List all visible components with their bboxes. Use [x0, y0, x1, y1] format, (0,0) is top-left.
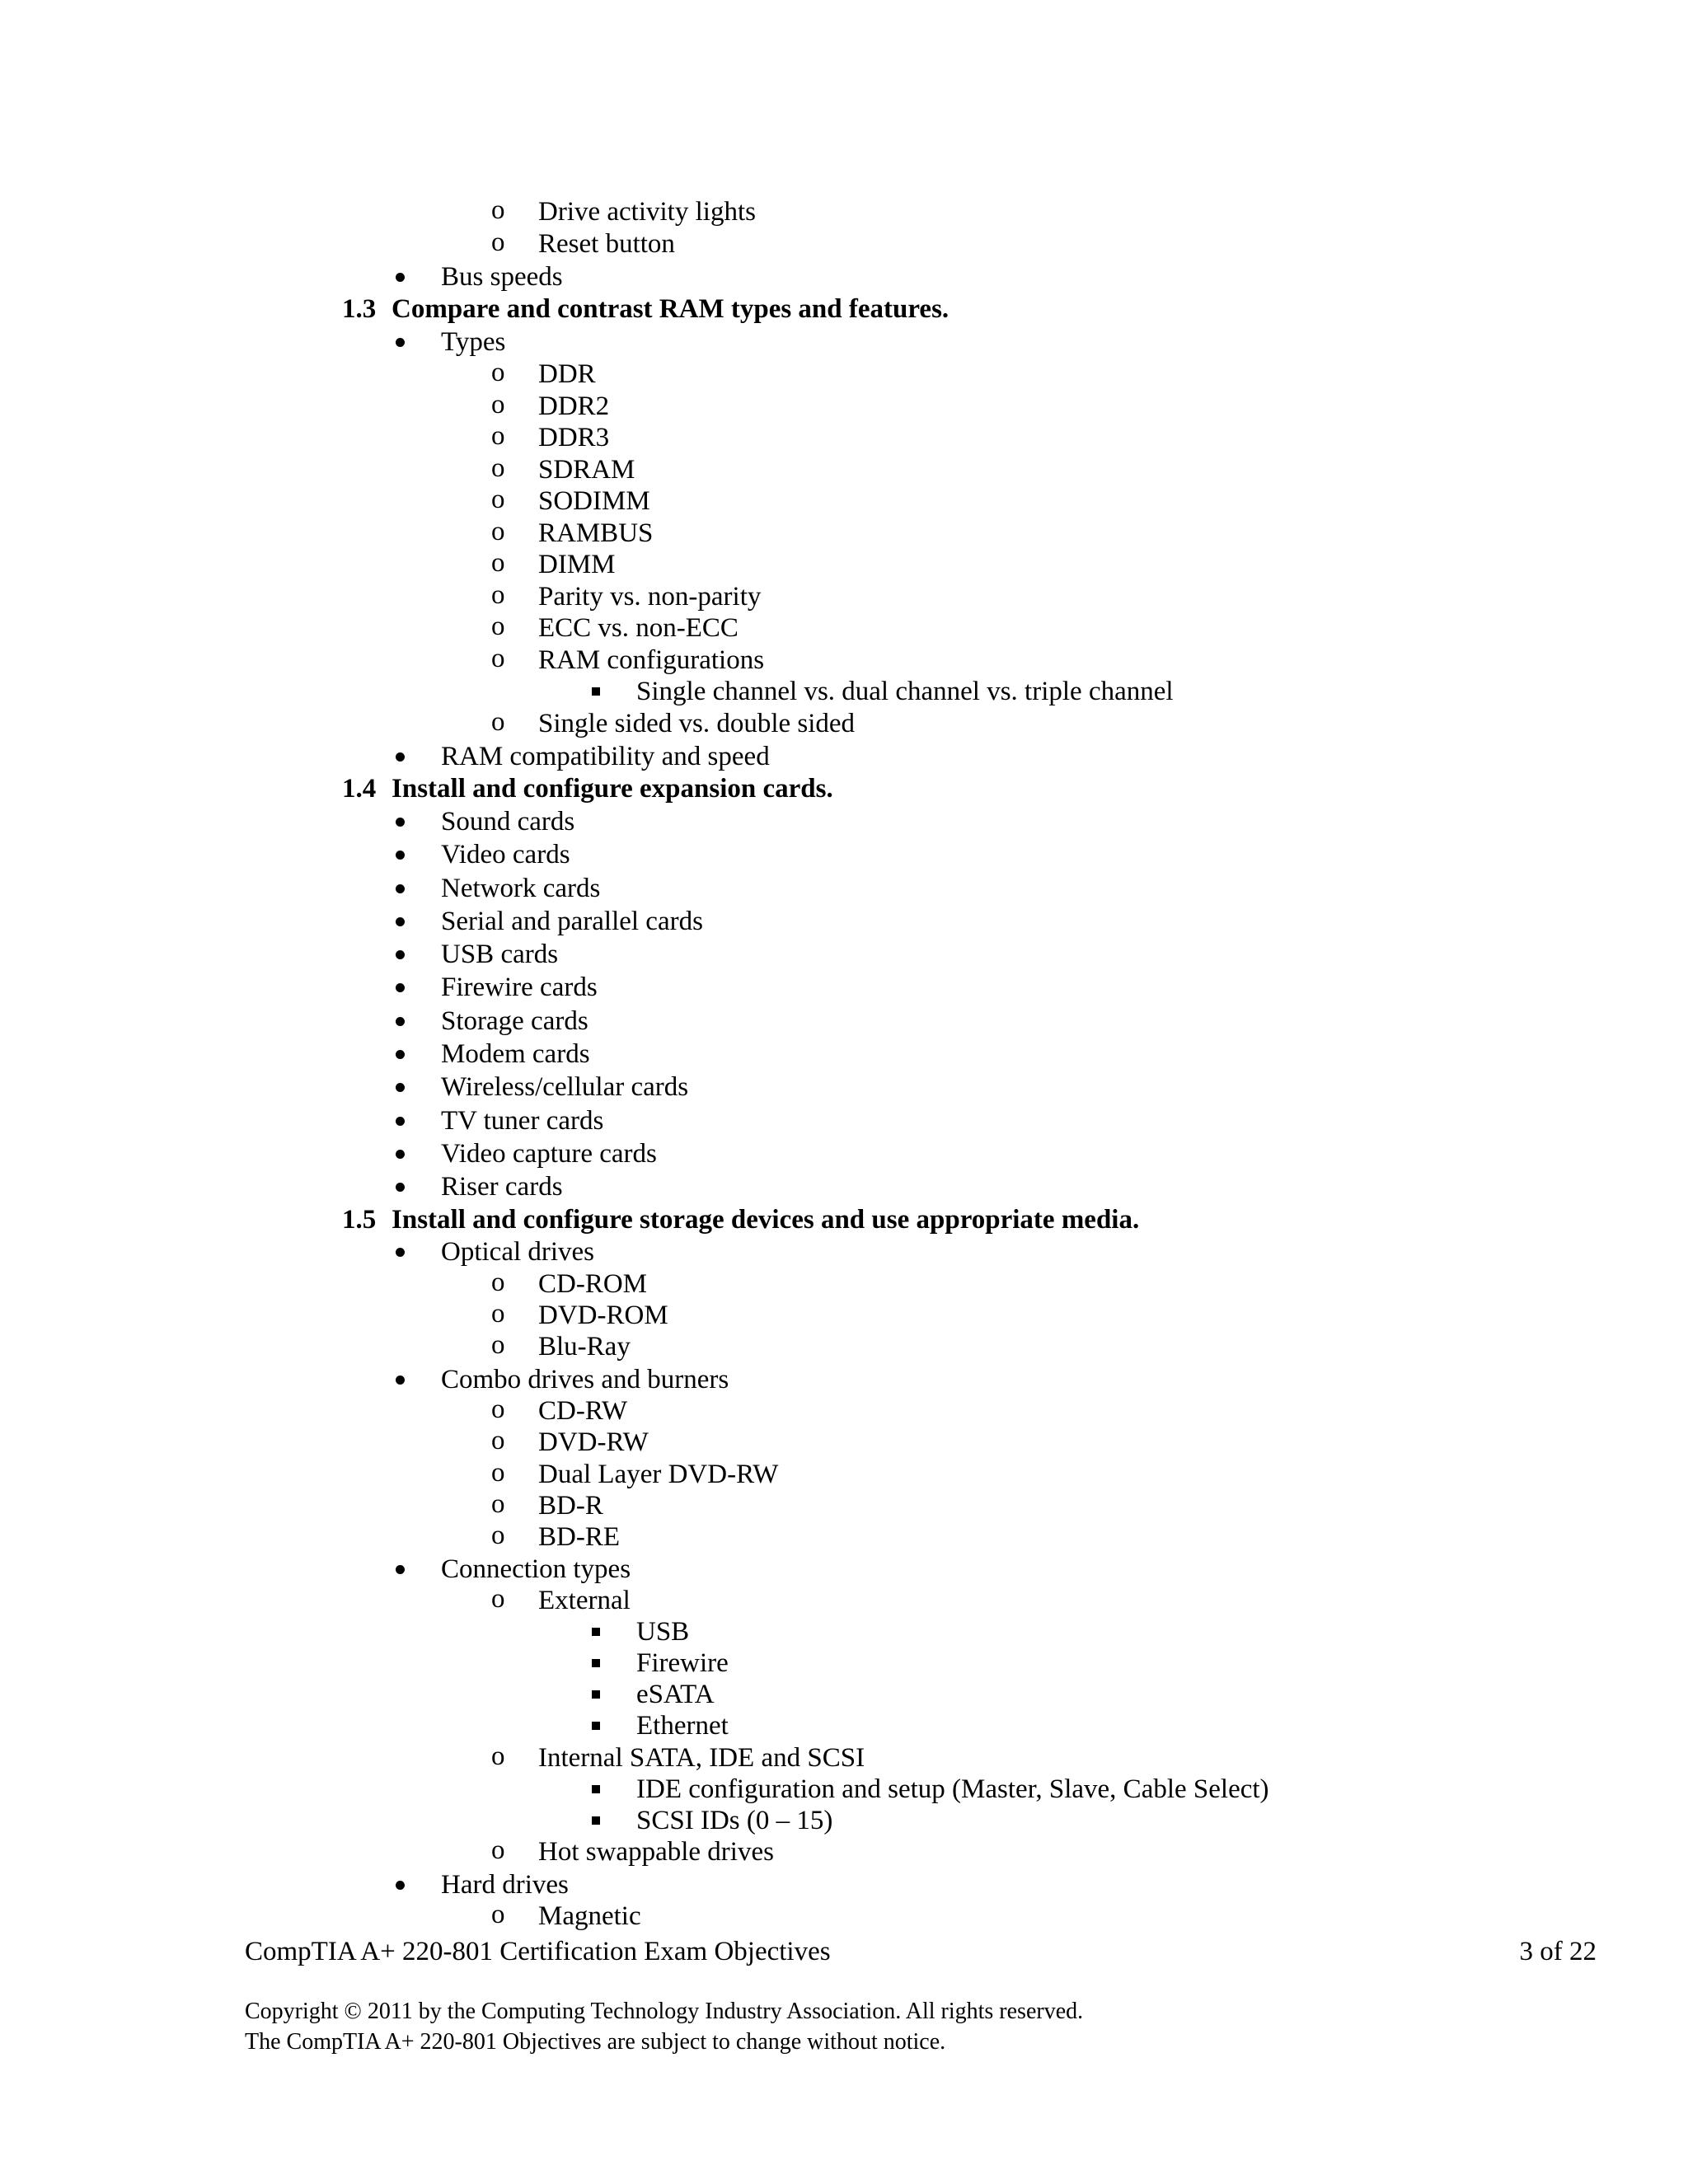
- circle-bullet-icon: o: [491, 1394, 505, 1424]
- copyright-line: Copyright © 2011 by the Computing Technology Industry Association. All rights reserved.: [245, 1999, 1084, 2024]
- list-item-text: RAM compatibility and speed: [441, 742, 770, 771]
- list-item-text: Video capture cards: [441, 1139, 657, 1169]
- bullet-icon: [396, 1881, 405, 1890]
- list-item-text: Connection types: [441, 1554, 631, 1584]
- bullet-icon: [396, 1083, 405, 1092]
- circle-bullet-icon: o: [491, 390, 505, 419]
- circle-bullet-icon: o: [491, 453, 505, 483]
- list-item-text: Modem cards: [441, 1039, 590, 1069]
- square-bullet-icon: [592, 1722, 600, 1730]
- list-item-text: Storage cards: [441, 1006, 588, 1036]
- bullet-icon: [396, 1248, 405, 1257]
- list-item-text: Video cards: [441, 840, 570, 869]
- list-item-text: DDR2: [538, 391, 610, 421]
- list-item-text: Types: [441, 327, 506, 357]
- bullet-icon: [396, 273, 405, 282]
- section-title: Install and configure expansion cards.: [392, 774, 833, 804]
- section-number: 1.5: [342, 1205, 377, 1235]
- list-item-text: DIMM: [538, 550, 616, 579]
- bullet-icon: [396, 338, 405, 347]
- list-item-text: SCSI IDs (0 – 15): [636, 1806, 833, 1835]
- bullet-icon: [396, 917, 405, 926]
- list-item-text: IDE configuration and setup (Master, Slave, Cable Select): [636, 1774, 1269, 1804]
- change-notice-line: The CompTIA A+ 220-801 Objectives are subject to change without notice.: [245, 2029, 946, 2055]
- list-item-text: Magnetic: [538, 1901, 641, 1931]
- circle-bullet-icon: o: [491, 421, 505, 451]
- list-item-text: Blu-Ray: [538, 1332, 631, 1361]
- section-number: 1.4: [342, 774, 377, 804]
- circle-bullet-icon: o: [491, 1900, 505, 1929]
- list-item-text: DDR3: [538, 423, 610, 452]
- list-item-text: SODIMM: [538, 486, 650, 516]
- list-item-text: Firewire: [636, 1648, 729, 1678]
- circle-bullet-icon: o: [491, 485, 505, 514]
- bullet-icon: [396, 1117, 405, 1126]
- list-item-text: Ethernet: [636, 1711, 729, 1741]
- section-title: Compare and contrast RAM types and features.: [392, 294, 950, 324]
- bullet-icon: [396, 1017, 405, 1026]
- square-bullet-icon: [592, 1690, 600, 1699]
- list-item-text: Optical drives: [441, 1237, 595, 1267]
- list-item-text: DVD-RW: [538, 1427, 649, 1457]
- list-item-text: CD-ROM: [538, 1269, 648, 1299]
- bullet-icon: [396, 1565, 405, 1574]
- list-item-text: Internal SATA, IDE and SCSI: [538, 1743, 865, 1773]
- bullet-icon: [396, 950, 405, 959]
- list-item-text: USB: [636, 1617, 690, 1647]
- list-item-text: SDRAM: [538, 455, 635, 485]
- list-item-text: Serial and parallel cards: [441, 907, 703, 936]
- circle-bullet-icon: o: [491, 580, 505, 610]
- circle-bullet-icon: o: [491, 1458, 505, 1488]
- list-item-text: BD-R: [538, 1491, 603, 1521]
- circle-bullet-icon: o: [491, 1299, 505, 1329]
- list-item-text: External: [538, 1586, 631, 1615]
- bullet-icon: [396, 884, 405, 893]
- bullet-icon: [396, 1183, 405, 1192]
- circle-bullet-icon: o: [491, 195, 505, 225]
- circle-bullet-icon: o: [491, 548, 505, 578]
- circle-bullet-icon: o: [491, 517, 505, 546]
- list-item-text: Network cards: [441, 874, 601, 903]
- circle-bullet-icon: o: [491, 227, 505, 257]
- list-item-text: Drive activity lights: [538, 197, 756, 227]
- bullet-icon: [396, 1150, 405, 1159]
- list-item-text: DVD-ROM: [538, 1301, 668, 1330]
- circle-bullet-icon: o: [491, 1268, 505, 1297]
- square-bullet-icon: [592, 1659, 600, 1667]
- circle-bullet-icon: o: [491, 1489, 505, 1519]
- list-item-text: CD-RW: [538, 1396, 628, 1426]
- list-item-text: Combo drives and burners: [441, 1365, 729, 1394]
- section-number: 1.3: [342, 294, 377, 324]
- circle-bullet-icon: o: [491, 644, 505, 673]
- list-item-text: Firewire cards: [441, 972, 598, 1002]
- list-item-text: RAM configurations: [538, 645, 765, 675]
- circle-bullet-icon: o: [491, 1584, 505, 1614]
- section-title: Install and configure storage devices and use appropriate media.: [392, 1205, 1140, 1235]
- circle-bullet-icon: o: [491, 707, 505, 737]
- list-item-text: Reset button: [538, 229, 675, 259]
- list-item-text: RAMBUS: [538, 518, 654, 548]
- bullet-icon: [396, 851, 405, 860]
- circle-bullet-icon: o: [491, 358, 505, 387]
- list-item-text: BD-RE: [538, 1522, 620, 1552]
- circle-bullet-icon: o: [491, 1521, 505, 1550]
- list-item-text: Single channel vs. dual channel vs. triple channel: [636, 677, 1174, 706]
- circle-bullet-icon: o: [491, 1835, 505, 1865]
- list-item-text: eSATA: [636, 1680, 715, 1709]
- list-item-text: TV tuner cards: [441, 1106, 604, 1136]
- list-item-text: USB cards: [441, 940, 559, 969]
- list-item-text: Bus speeds: [441, 262, 563, 292]
- square-bullet-icon: [592, 1628, 600, 1636]
- circle-bullet-icon: o: [491, 612, 505, 641]
- circle-bullet-icon: o: [491, 1330, 505, 1360]
- list-item-text: Riser cards: [441, 1172, 563, 1202]
- list-item-text: Sound cards: [441, 807, 575, 837]
- bullet-icon: [396, 1376, 405, 1385]
- bullet-icon: [396, 983, 405, 992]
- page-number: 3 of 22: [1519, 1937, 1597, 1966]
- list-item-text: DDR: [538, 359, 596, 389]
- list-item-text: Dual Layer DVD-RW: [538, 1460, 779, 1489]
- footer-title: CompTIA A+ 220-801 Certification Exam Objectives: [245, 1937, 831, 1966]
- list-item-text: ECC vs. non-ECC: [538, 613, 738, 643]
- circle-bullet-icon: o: [491, 1741, 505, 1771]
- list-item-text: Wireless/cellular cards: [441, 1072, 689, 1102]
- list-item-text: Single sided vs. double sided: [538, 709, 856, 738]
- list-item-text: Hard drives: [441, 1870, 569, 1900]
- bullet-icon: [396, 752, 405, 762]
- bullet-icon: [396, 818, 405, 827]
- square-bullet-icon: [592, 1785, 600, 1793]
- square-bullet-icon: [592, 1816, 600, 1825]
- bullet-icon: [396, 1050, 405, 1059]
- list-item-text: Parity vs. non-parity: [538, 582, 762, 612]
- circle-bullet-icon: o: [491, 1426, 505, 1455]
- square-bullet-icon: [592, 687, 600, 696]
- list-item-text: Hot swappable drives: [538, 1837, 774, 1867]
